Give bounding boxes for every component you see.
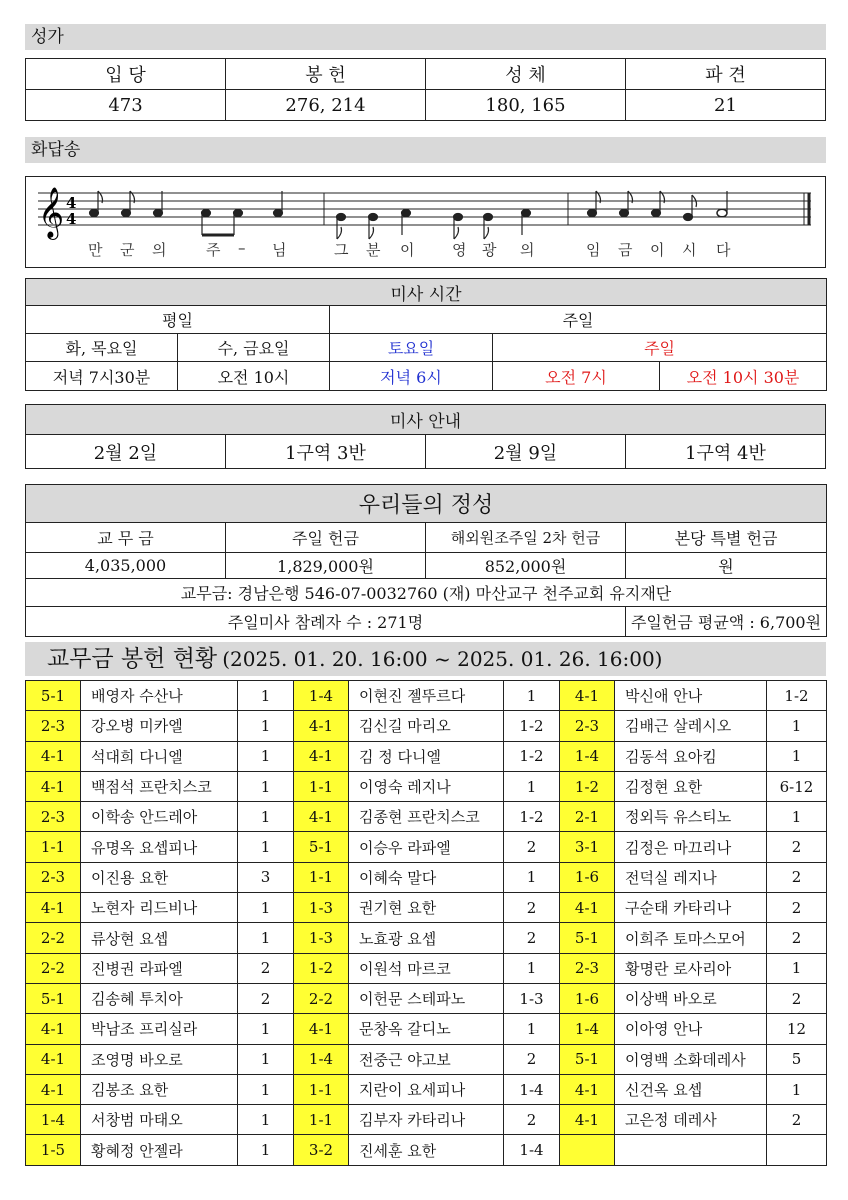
lyric: – [238,239,246,257]
dues-name: 진병권 라파엘 [81,953,238,983]
table-row [26,893,827,923]
dues-count: 1-2 [504,802,560,832]
day-tue-thu: 화, 목요일 [26,334,178,362]
dues-name: 이아영 안나 [615,1014,767,1044]
dues-group: 1-4 [294,1044,349,1074]
dues-count: 1 [238,1044,294,1074]
dues-group: 5-1 [26,983,81,1013]
dues-count: 2 [504,1105,560,1135]
choir-header: 성 체 [426,59,626,90]
guide-group: 1구역 3반 [226,435,426,469]
dues-name: 이현진 젤뚜르다 [349,681,504,711]
dues-name: 신건옥 요셉 [615,1074,767,1104]
dues-group: 2-3 [26,862,81,892]
dues-name: 김종현 프란치스코 [349,802,504,832]
dues-count: 2 [504,832,560,862]
table-row [26,1105,827,1135]
lyric: 영 [452,241,467,259]
dues-name: 김정현 요한 [615,771,767,801]
guide-date: 2월 2일 [26,435,226,469]
lyric: 만 [88,241,103,259]
lyric: 시 [682,241,697,259]
dues-name: 황명란 로사리아 [615,953,767,983]
dues-count: 1 [238,711,294,741]
dues-group: 4-1 [26,741,81,771]
table-row [26,953,827,983]
dues-name: 전중근 야고보 [349,1044,504,1074]
dues-name: 서창범 마태오 [81,1105,238,1135]
dues-count: 2 [767,923,827,953]
average-info: 주일헌금 평균액 : 6,700원 [626,607,827,637]
dues-group: 4-1 [26,893,81,923]
choir-header: 파 견 [626,59,826,90]
dues-group: 3-2 [294,1135,349,1165]
dues-count: 2 [238,983,294,1013]
dues-count: 3 [238,862,294,892]
dues-count: 2 [238,953,294,983]
dues-name: 전덕실 레지나 [615,862,767,892]
dues-name: 백점석 프란치스코 [81,771,238,801]
attendance-info: 주일미사 참례자 수 : 271명 [26,607,626,637]
dues-group: 4-1 [294,741,349,771]
dues-name: 조영명 바오로 [81,1044,238,1074]
table-row [26,1074,827,1104]
offering-header: 본당 특별 헌금 [626,523,827,553]
dues-count: 1 [238,771,294,801]
dues-count: 1-2 [504,711,560,741]
dues-group: 3-1 [560,832,615,862]
dues-group: 2-1 [560,802,615,832]
dues-name: 류상현 요셉 [81,923,238,953]
dues-group: 1-2 [560,771,615,801]
dues-count: 1-2 [767,681,827,711]
dues-name: 이원석 마르코 [349,953,504,983]
dues-name: 강오병 미카엘 [81,711,238,741]
choir-title: 성가 [25,24,826,50]
dues-name: 박신애 안나 [615,681,767,711]
dues-group: 2-3 [560,953,615,983]
guide-date: 2월 9일 [426,435,626,469]
day-wed-fri: 수, 금요일 [178,334,330,362]
response-title: 화답송 [25,137,826,163]
dues-group: 1-5 [26,1135,81,1165]
choir-header: 봉 헌 [226,59,426,90]
table-row [26,1014,827,1044]
dues-count: 2 [504,893,560,923]
treble-clef-icon: 𝄞 [38,187,65,238]
mass-guide-table [25,404,826,469]
lyric: 임 [586,241,601,259]
lyric: 다 [716,241,731,259]
dues-group: 4-1 [294,1014,349,1044]
weekday-label: 평일 [26,306,330,334]
table-row [26,1044,827,1074]
offering-value: 4,035,000 [26,553,226,579]
dues-group: 4-1 [26,1074,81,1104]
choir-value: 180, 165 [426,90,626,121]
mass-time: 오전 10시 30분 [660,362,827,391]
table-row [26,832,827,862]
lyric: 금 [618,241,633,259]
mass-time-table [25,278,827,391]
dues-count: 2 [767,893,827,923]
dues-name: 이헌문 스테파노 [349,983,504,1013]
day-sunday: 주일 [493,334,827,362]
dues-count: 1 [238,1105,294,1135]
offering-value: 1,829,000원 [226,553,426,579]
dues-name: 김배근 살레시오 [615,711,767,741]
dues-count: 6-12 [767,771,827,801]
lyric: 그 [334,241,349,259]
mass-time: 저녁 6시 [330,362,493,391]
dues-name: 김정은 마끄리나 [615,832,767,862]
dues-name: 유명옥 요셉피나 [81,832,238,862]
dues-name: 이희주 토마스모어 [615,923,767,953]
offerings-table [25,484,827,637]
dues-name: 구순태 카타리나 [615,893,767,923]
dues-group: 1-1 [294,771,349,801]
dues-name: 이승우 라파엘 [349,832,504,862]
dues-count: 2 [504,1044,560,1074]
offerings-title: 우리들의 정성 [26,485,827,523]
dues-group: 4-1 [26,1014,81,1044]
dues-header [25,642,826,676]
dues-count: 1 [238,1135,294,1165]
dues-group: 2-2 [294,983,349,1013]
dues-count: 1 [504,681,560,711]
dues-count: 1-4 [504,1074,560,1104]
dues-title: 교무금 봉헌 현황 [47,646,218,672]
lyric: 광 [482,241,497,259]
dues-table [25,680,827,1166]
lyric: 의 [152,241,167,259]
choir-value: 276, 214 [226,90,426,121]
dues-group: 5-1 [294,832,349,862]
table-row [26,1135,827,1165]
table-row [26,862,827,892]
dues-group: 2-2 [26,953,81,983]
dues-group: 1-1 [294,1074,349,1104]
offering-header: 교 무 금 [26,523,226,553]
dues-name: 김봉조 요한 [81,1074,238,1104]
lyrics-row [26,239,825,263]
dues-name: 이영백 소화데레사 [615,1044,767,1074]
day-saturday: 토요일 [330,334,493,362]
choir-table [25,58,826,121]
mass-time: 오전 10시 [178,362,330,391]
choir-value: 21 [626,90,826,121]
dues-count: 2 [767,1105,827,1135]
dues-name: 김신길 마리오 [349,711,504,741]
table-row [26,681,827,711]
dues-name: 김송혜 투치아 [81,983,238,1013]
dues-name: 이영숙 레지나 [349,771,504,801]
dues-group: 1-4 [560,741,615,771]
dues-group: 2-3 [26,711,81,741]
dues-name: 박남조 프리실라 [81,1014,238,1044]
dues-count: 2 [767,862,827,892]
dues-count: 1 [238,802,294,832]
dues-group: 1-4 [294,681,349,711]
lyric: 이 [650,241,665,259]
mass-time: 저녁 7시30분 [26,362,178,391]
dues-name: 이상백 바오로 [615,983,767,1013]
dues-group: 2-3 [560,711,615,741]
dues-count: 1 [767,741,827,771]
dues-count: 1 [238,1074,294,1104]
dues-name: 권기현 요한 [349,893,504,923]
dues-name: 이혜숙 말다 [349,862,504,892]
offering-header: 해외원조주일 2차 헌금 [426,523,626,553]
dues-count: 1-4 [504,1135,560,1165]
dues-count: 1 [238,681,294,711]
dues-count: 2 [504,923,560,953]
dues-count: 1 [238,893,294,923]
mass-guide-title: 미사 안내 [26,405,826,435]
dues-count: 1 [504,771,560,801]
sunday-label: 주일 [330,306,827,334]
dues-group: 4-1 [560,1105,615,1135]
dues-count: 1 [504,862,560,892]
dues-name: 배영자 수산나 [81,681,238,711]
dues-group: 1-4 [560,1014,615,1044]
dues-group: 2-2 [26,923,81,953]
dues-name [615,1135,767,1165]
dues-group: 5-1 [560,923,615,953]
dues-name: 진세훈 요한 [349,1135,504,1165]
dues-group: 4-1 [26,771,81,801]
dues-group: 2-3 [26,802,81,832]
dues-name: 고은정 데레사 [615,1105,767,1135]
dues-group: 1-1 [26,832,81,862]
dues-name: 노효광 요셉 [349,923,504,953]
svg-text:4: 4 [66,210,77,228]
dues-count: 1 [238,741,294,771]
dues-count: 5 [767,1044,827,1074]
dues-name: 정외득 유스티노 [615,802,767,832]
dues-group: 1-6 [560,862,615,892]
dues-group: 1-1 [294,1105,349,1135]
svg-text:4: 4 [66,194,77,212]
dues-group: 1-6 [560,983,615,1013]
dues-name: 이학송 안드레아 [81,802,238,832]
dues-name: 노현자 리드비나 [81,893,238,923]
table-row [26,923,827,953]
mass-time: 오전 7시 [493,362,660,391]
dues-count: 12 [767,1014,827,1044]
response-score [25,176,826,268]
offering-value: 원 [626,553,827,579]
dues-group: 4-1 [560,1074,615,1104]
dues-name: 석대희 다니엘 [81,741,238,771]
dues-count: 1-3 [504,983,560,1013]
dues-group: 5-1 [560,1044,615,1074]
dues-group: 5-1 [26,681,81,711]
lyric: 님 [272,241,287,259]
dues-name: 김부자 카타리나 [349,1105,504,1135]
dues-count: 2 [767,832,827,862]
offering-header: 주일 헌금 [226,523,426,553]
dues-count: 1 [767,1074,827,1104]
dues-name: 황혜정 안젤라 [81,1135,238,1165]
dues-count: 1 [767,802,827,832]
dues-name: 지란이 요세피나 [349,1074,504,1104]
dues-group: 1-3 [294,893,349,923]
choir-value: 473 [26,90,226,121]
lyric: 군 [120,241,135,259]
guide-group: 1구역 4반 [626,435,826,469]
dues-name: 김 정 다니엘 [349,741,504,771]
table-row [26,983,827,1013]
mass-time-title: 미사 시간 [26,279,827,306]
dues-count: 1-2 [504,741,560,771]
dues-name: 김동석 요아킴 [615,741,767,771]
table-row [26,741,827,771]
dues-name: 문창옥 갈디노 [349,1014,504,1044]
dues-count: 1 [504,1014,560,1044]
dues-group: 4-1 [294,711,349,741]
dues-group: 1-2 [294,953,349,983]
dues-group [560,1135,615,1165]
dues-count: 1 [238,1014,294,1044]
dues-group: 1-3 [294,923,349,953]
table-row [26,711,827,741]
dues-count: 2 [767,983,827,1013]
dues-count: 1 [504,953,560,983]
dues-count: 1 [238,923,294,953]
dues-group: 4-1 [560,681,615,711]
dues-count [767,1135,827,1165]
dues-group: 4-1 [560,893,615,923]
dues-group: 4-1 [26,1044,81,1074]
lyric: 이 [400,241,415,259]
dues-group: 1-4 [26,1105,81,1135]
table-row [26,802,827,832]
lyric: 주 [206,241,221,259]
lyric: 분 [366,241,381,259]
account-info: 교무금: 경남은행 546-07-0032760 (재) 마산교구 천주교회 유지재단 [26,579,827,607]
choir-header: 입 당 [26,59,226,90]
lyric: 의 [520,241,535,259]
dues-group: 4-1 [294,802,349,832]
offering-value: 852,000원 [426,553,626,579]
dues-group: 1-1 [294,862,349,892]
dues-count: 1 [238,832,294,862]
dues-count: 1 [767,711,827,741]
dues-period: (2025. 01. 20. 16:00 ~ 2025. 01. 26. 16:00) [222,647,663,671]
dues-count: 1 [767,953,827,983]
dues-name: 이진용 요한 [81,862,238,892]
table-row [26,771,827,801]
